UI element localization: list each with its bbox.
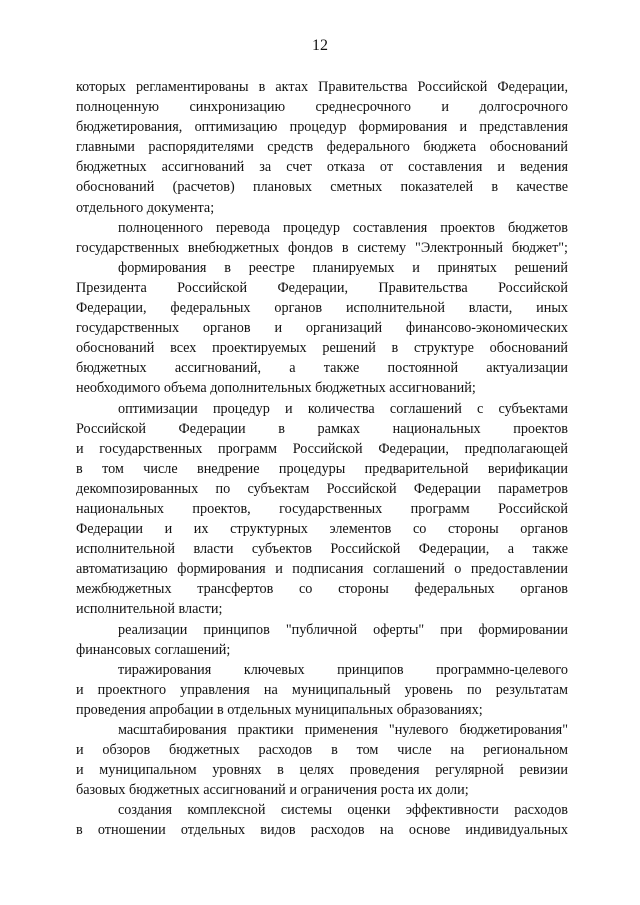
text-line: которых регламентированы в актах Правительства Российской Федерации,: [76, 79, 568, 95]
text-line: финансовых соглашений;: [76, 641, 231, 658]
text-line: в отношении отдельных видов расходов на основе индивидуальных: [76, 822, 568, 839]
text-line: отдельного документа;: [76, 199, 215, 216]
text-line: обоснований всех проектируемых решений в структуре обоснований: [76, 340, 568, 357]
text-line: главными распорядителями средств федерального бюджета обоснований: [76, 139, 568, 156]
text-line: и муниципальном уровнях в целях проведения регулярной ревизии: [76, 762, 568, 779]
text-line: необходимого объема дополнительных бюджетных ассигнований;: [76, 380, 476, 397]
text-line: исполнительной власти;: [76, 601, 223, 618]
text-line: декомпозированных по субъектам Российской Федерации параметров: [76, 480, 568, 497]
text-line: в том числе внедрение процедуры предварительной верификации: [76, 460, 568, 477]
text-line: и проектного управления на муниципальный уровень по результатам: [76, 681, 568, 698]
text-line: государственных органов и организаций финансово-экономических: [76, 320, 568, 337]
text-line: Президента Российской Федерации, Правительства Российской: [76, 279, 568, 296]
text-line: исполнительной власти субъектов Российской Федерации, а также: [76, 541, 568, 558]
paragraph-first-line: реализации принципов "публичной оферты" при формировании: [118, 621, 568, 638]
text-line: бюджетных ассигнований за счет отказа от составления и ведения: [76, 159, 568, 176]
text-line: обоснований (расчетов) плановых сметных показателей в качестве: [76, 179, 568, 196]
text-line: бюджетных ассигнований, а также постоянной актуализации: [76, 360, 568, 377]
page-number: 12: [312, 37, 328, 54]
text-line: государственных внебюджетных фондов в систему "Электронный бюджет";: [76, 239, 568, 256]
text-line: и государственных программ Российской Федерации, предполагающей: [76, 440, 568, 457]
text-line: Федерации, федеральных органов исполнительной власти, иных: [76, 300, 568, 317]
text-line: автоматизацию формирования и подписания соглашений о предоставлении: [76, 561, 568, 578]
text-line: базовых бюджетных ассигнований и ограничения роста их доли;: [76, 782, 469, 799]
text-line: и обзоров бюджетных расходов в том числе на региональном: [76, 742, 568, 759]
paragraph-first-line: оптимизации процедур и количества соглашений с субъектами: [118, 400, 568, 417]
paragraph-first-line: формирования в реестре планируемых и принятых решений: [118, 259, 568, 276]
text-line: полноценную синхронизацию среднесрочного и долгосрочного: [76, 99, 568, 116]
text-line: межбюджетных трансфертов со стороны федеральных органов: [76, 581, 568, 598]
text-line: Российской Федерации в рамках национальных проектов: [76, 420, 568, 437]
paragraph-first-line: создания комплексной системы оценки эффективности расходов: [118, 802, 568, 819]
text-line: проведения апробации в отдельных муниципальных образованиях;: [76, 701, 483, 718]
paragraph-first-line: тиражирования ключевых принципов программно-целевого: [118, 661, 568, 678]
text-line: национальных проектов, государственных программ Российской: [76, 500, 568, 517]
paragraph-first-line: масштабирования практики применения "нулевого бюджетирования": [118, 722, 568, 738]
document-body: [76, 77, 568, 841]
text-line: бюджетирования, оптимизацию процедур формирования и представления: [76, 119, 568, 136]
paragraph-first-line: полноценного перевода процедур составления проектов бюджетов: [118, 219, 568, 236]
text-line: Федерации и их структурных элементов со стороны органов: [76, 521, 568, 538]
